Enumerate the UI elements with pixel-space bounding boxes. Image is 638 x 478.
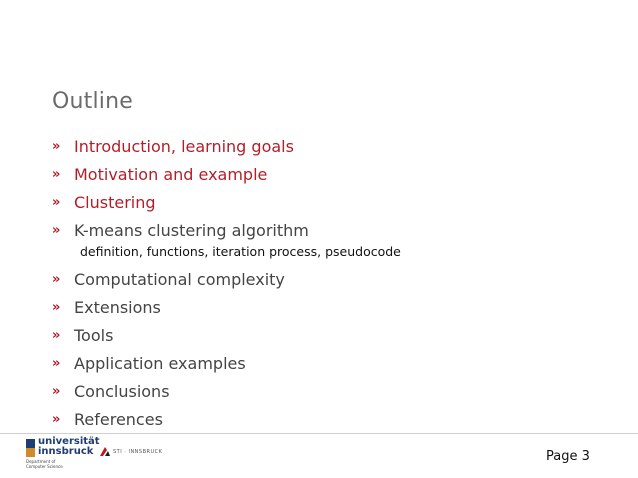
- bullet-icon: »: [52, 355, 61, 371]
- bullet-icon: »: [52, 194, 61, 210]
- outline-item-label: Extensions: [74, 297, 161, 317]
- outline-item-kmeans: [52, 219, 309, 241]
- bullet-icon: »: [52, 411, 61, 427]
- bullet-icon: »: [52, 166, 61, 182]
- bullet-icon: »: [52, 327, 61, 343]
- bullet-icon: »: [52, 299, 61, 315]
- university-name: universität innsbruck: [38, 436, 100, 457]
- outline-item-introduction: [52, 135, 294, 157]
- sti-logo-icon: [98, 445, 112, 459]
- outline-item-references: [52, 408, 163, 430]
- bullet-icon: »: [52, 271, 61, 287]
- outline-subitem: definition, functions, iteration process, pseudocode: [80, 244, 401, 259]
- page-number: Page 3: [546, 449, 590, 464]
- department-name: Department of Computer Science: [26, 459, 63, 469]
- outline-item-clustering: [52, 191, 156, 213]
- outline-item-label: Application examples: [74, 353, 246, 373]
- outline-item-applications: [52, 352, 246, 374]
- outline-item-label: K-means clustering algorithm: [74, 220, 309, 240]
- outline-item-label: Computational complexity: [74, 269, 285, 289]
- outline-item-label: Clustering: [74, 192, 156, 212]
- outline-item-tools: [52, 324, 113, 346]
- outline-item-label: Introduction, learning goals: [74, 136, 294, 156]
- outline-item-label: References: [74, 409, 163, 429]
- bullet-icon: »: [52, 383, 61, 399]
- outline-item-label: Tools: [74, 325, 114, 345]
- footer-divider: [0, 433, 638, 434]
- sti-innsbruck-logo: [98, 445, 178, 459]
- outline-item-conclusions: [52, 380, 170, 402]
- outline-item-complexity: [52, 268, 285, 290]
- sti-logo-text: STI · INNSBRUCK: [113, 449, 163, 455]
- outline-item-label: Conclusions: [74, 381, 170, 401]
- slide-title: Outline: [52, 89, 133, 114]
- bullet-icon: »: [52, 222, 61, 238]
- outline-item-extensions: [52, 296, 161, 318]
- outline-item-motivation: [52, 163, 267, 185]
- bullet-icon: »: [52, 138, 61, 154]
- outline-item-label: Motivation and example: [74, 164, 268, 184]
- university-logo: [26, 437, 106, 473]
- university-mark-icon: [26, 439, 35, 457]
